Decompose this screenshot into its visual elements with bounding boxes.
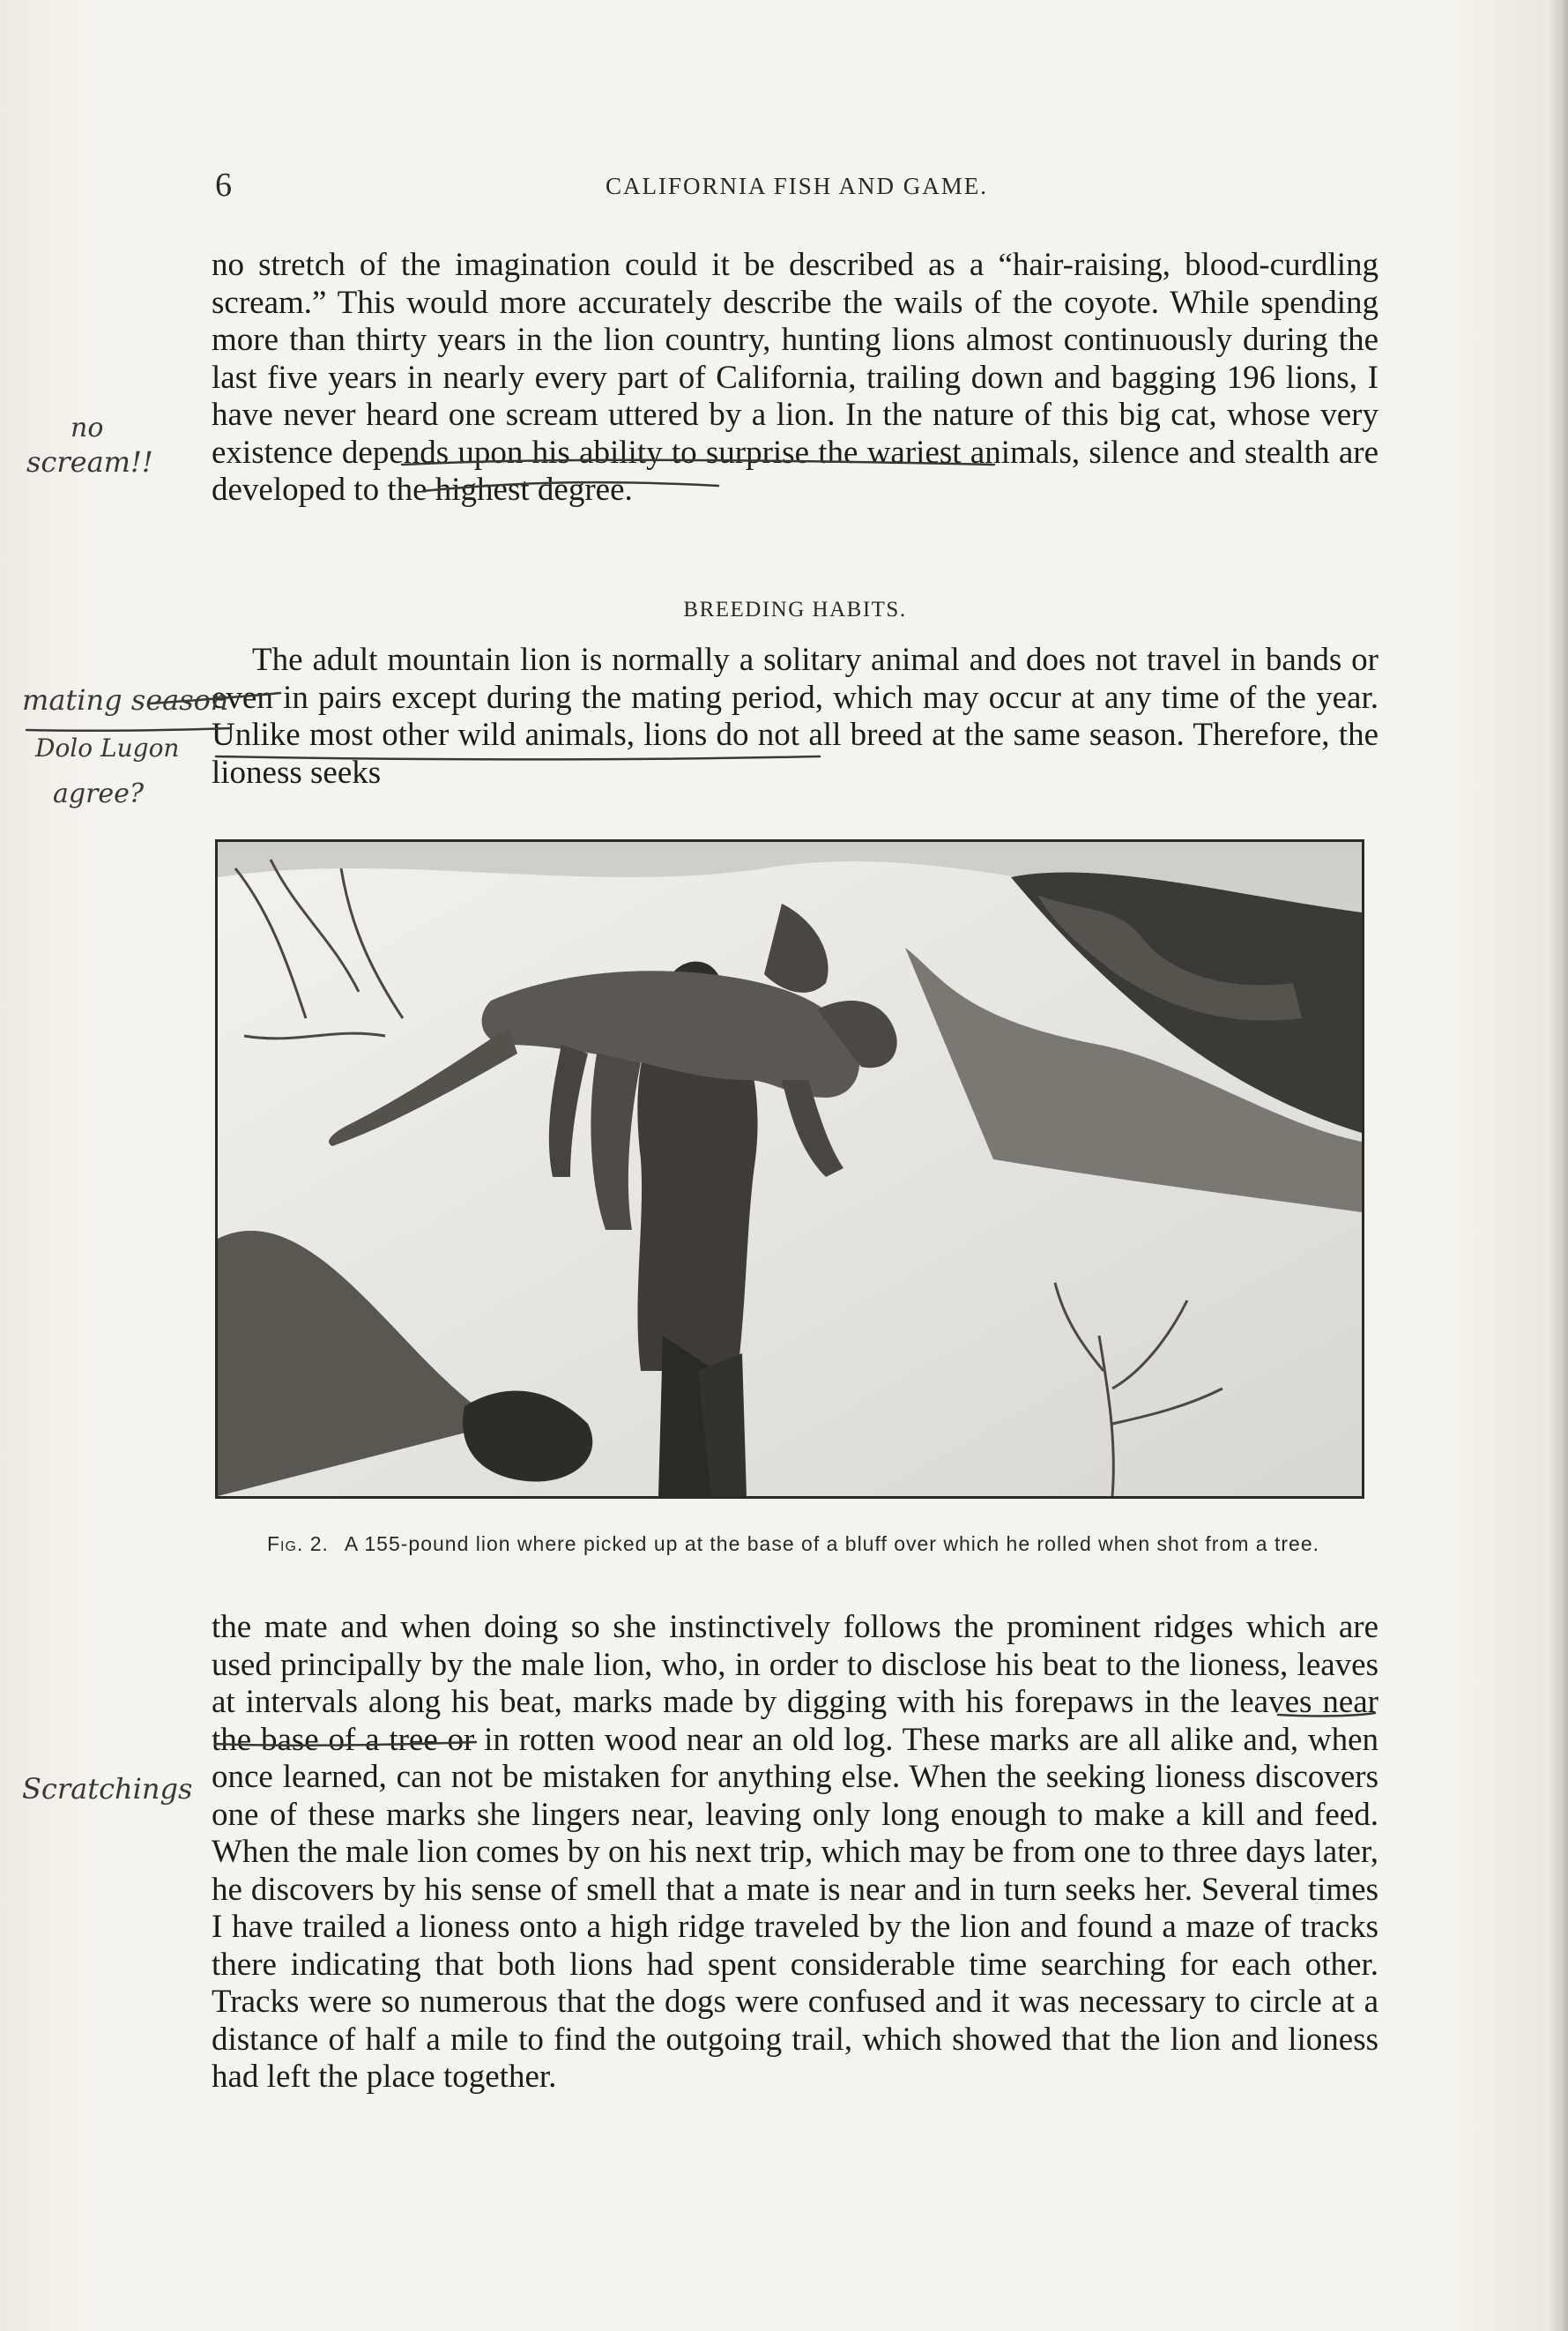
page-number: 6 <box>215 167 232 204</box>
underline-marks <box>1278 1713 1375 1716</box>
margin-note-lugon: Dolo Lugon <box>35 734 180 763</box>
underline-scream-sentence <box>402 460 994 465</box>
figure-label: Fig. 2. <box>267 1532 329 1555</box>
section-heading: BREEDING HABITS. <box>683 598 907 622</box>
underline-mating-year <box>216 756 820 759</box>
margin-note-mating-season: mating season <box>22 683 229 717</box>
body-paragraph-3: the mate and when doing so she instinctively follows the prominent ridges which are used principally by the male lion, who, in order to disclose his beat to the lioness, leaves at intervals along his beat, marks made by digging with his forepaws in the leaves near the base of a tree or in rotten wood near an old log. These marks are all alike and, when once learned, can not be mistaken for anything else. When the seeking lioness discovers one of these marks she lingers near, leaving only long enough to make a kill and feed. When the male lion comes by on his next trip, which may be from one to three days later, he discovers by his sense of smell that a mate is near and in turn seeks her. Several times I have trailed a lioness onto a high ridge traveled by the lion and found a maze of tracks there indicating that both lions had spent considerable time searching for each other. Tracks were so numerous that the dogs were confused and it was necessary to circle at a distance of half a mile to find the outgoing trail, which showed that the lion and lioness had left the place together. <box>212 1609 1379 2095</box>
figure-caption-text: A 155-pound lion where picked up at the base of a bluff over which he rolled when shot from a tree. <box>344 1532 1319 1555</box>
body-paragraph-2: The adult mountain lion is normally a solitary animal and does not travel in bands or even in pairs except during the mating period, which may occur at any time of the year. Unlike most other wild animals, lions do not all breed at the same season. Therefore, the lioness seeks <box>212 642 1379 791</box>
margin-note-agree: agree? <box>53 778 145 809</box>
pointer-line-lugon <box>26 728 231 731</box>
margin-note-no: no <box>71 413 104 443</box>
underline-made-by-digging <box>215 1742 476 1746</box>
margin-note-scream: scream!! <box>26 445 153 479</box>
running-title: CALIFORNIA FISH AND GAME. <box>605 173 989 199</box>
body-paragraph-1: no stretch of the imagination could it be described as a “hair-raising, blood-curdling scream.” This would more accurately describe the wails of the coyote. While spending more than thirty years in the lion country, hunting lions almost continuously during the last five years in nearly every part of California, trailing down and bagging 196 lions, I have never heard one scream uttered by a lion. In the nature of this big cat, whose very existence depends upon his ability to surprise the wariest animals, silence and stealth are developed to the highest degree. <box>212 247 1379 508</box>
underline-existence <box>423 482 718 491</box>
margin-note-scratchings: Scratchings <box>22 1772 193 1806</box>
